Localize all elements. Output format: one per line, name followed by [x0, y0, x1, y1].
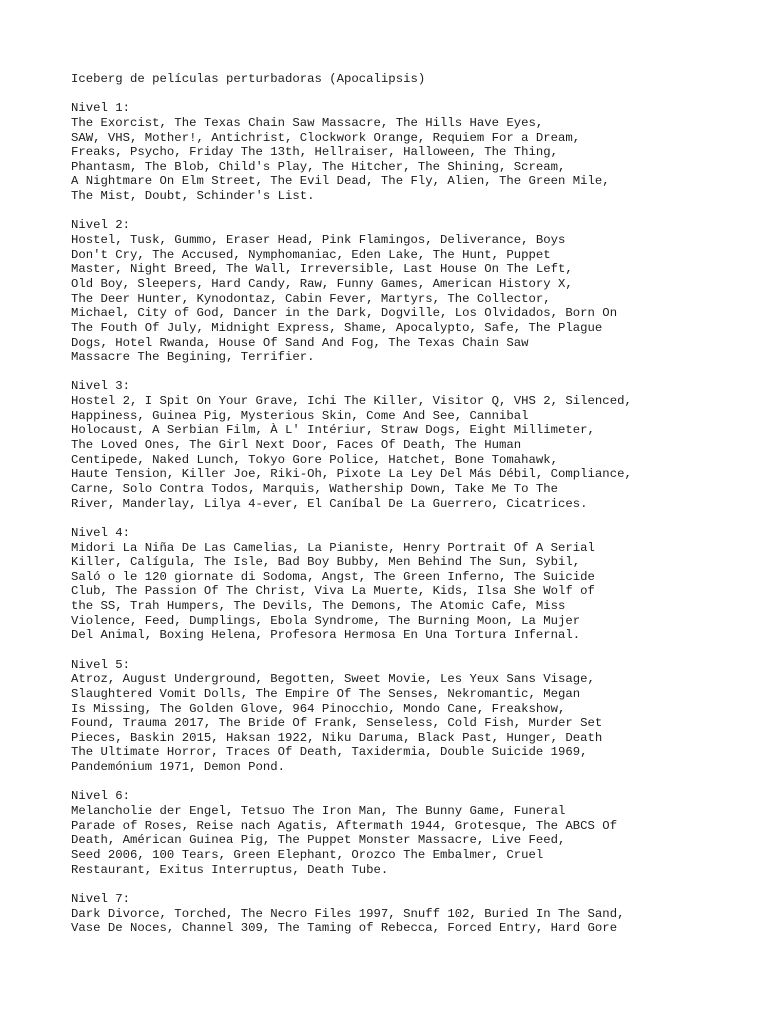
level-heading: Nivel 3: [71, 379, 131, 394]
film-list-line: Death, Américan Guinea Pig, The Puppet Monster Massacre, Live Feed, [71, 833, 566, 848]
film-list-line: Is Missing, The Golden Glove, 964 Pinocchio, Mondo Cane, Freakshow, [71, 701, 566, 716]
film-list-line: Atroz, August Underground, Begotten, Sweet Movie, Les Yeux Sans Visage, [71, 672, 595, 687]
film-list-line: Haute Tension, Killer Joe, Riki-Oh, Pixote La Ley Del Más Débil, Compliance, [71, 467, 632, 482]
film-list-line: Happiness, Guinea Pig, Mysterious Skin, Come And See, Cannibal [71, 408, 529, 423]
level-heading: Nivel 1: [71, 101, 131, 116]
level-section [71, 892, 751, 936]
film-list-line: Dark Divorce, Torched, The Necro Files 1997, Snuff 102, Buried In The Sand, [71, 906, 625, 921]
film-list-line: Slaughtered Vomit Dolls, The Empire Of The Senses, Nekromantic, Megan [71, 686, 581, 701]
film-list-line: Midori La Niña De Las Camelias, La Pianiste, Henry Portrait Of A Serial [71, 540, 595, 555]
level-heading: Nivel 6: [71, 789, 131, 804]
film-list-line: Vase De Noces, Channel 309, The Taming of Rebecca, Forced Entry, Hard Gore [71, 921, 618, 936]
film-list-line: Club, The Passion Of The Christ, Viva La Muerte, Kids, Ilsa She Wolf of [71, 584, 595, 599]
level-heading: Nivel 4: [71, 525, 131, 540]
film-list-line: Pandemónium 1971, Demon Pond. [71, 760, 286, 775]
film-list-line: Dogs, Hotel Rwanda, House Of Sand And Fog, The Texas Chain Saw [71, 335, 529, 350]
level-section [71, 218, 751, 364]
level-section [71, 101, 751, 203]
film-list-line: The Fouth Of July, Midnight Express, Shame, Apocalypto, Safe, The Plague [71, 320, 603, 335]
film-list-line: Hostel, Tusk, Gummo, Eraser Head, Pink Flamingos, Deliverance, Boys [71, 233, 566, 248]
film-list-line: Saló o le 120 giornate di Sodoma, Angst, The Green Inferno, The Suicide [71, 569, 595, 584]
film-list-line: Old Boy, Sleepers, Hard Candy, Raw, Funny Games, American History X, [71, 276, 573, 291]
film-list-line: A Nightmare On Elm Street, The Evil Dead, The Fly, Alien, The Green Mile, [71, 174, 610, 189]
film-list-line: Phantasm, The Blob, Child's Play, The Hitcher, The Shining, Scream, [71, 159, 566, 174]
film-list-line: River, Manderlay, Lilya 4-ever, El Caníbal De La Guerrero, Cicatrices. [71, 496, 588, 511]
film-list-line: Hostel 2, I Spit On Your Grave, Ichi The Killer, Visitor Q, VHS 2, Silenced, [71, 394, 632, 409]
film-list-line: Melancholie der Engel, Tetsuo The Iron Man, The Bunny Game, Funeral [71, 804, 566, 819]
film-list-line: Freaks, Psycho, Friday The 13th, Hellraiser, Halloween, The Thing, [71, 145, 559, 160]
film-list-line: Found, Trauma 2017, The Bride Of Frank, Senseless, Cold Fish, Murder Set [71, 716, 603, 731]
film-list-line: Massacre The Begining, Terrifier. [71, 350, 315, 365]
film-list-line: the SS, Trah Humpers, The Devils, The Demons, The Atomic Cafe, Miss [71, 599, 566, 614]
sections-container [71, 101, 751, 936]
level-section [71, 658, 751, 775]
film-list-line: Centipede, Naked Lunch, Tokyo Gore Police, Hatchet, Bone Tomahawk, [71, 452, 559, 467]
film-list-line: Don't Cry, The Accused, Nymphomaniac, Eden Lake, The Hunt, Puppet [71, 247, 551, 262]
film-list-line: Pieces, Baskin 2015, Haksan 1922, Niku Daruma, Black Past, Hunger, Death [71, 730, 603, 745]
film-list-line: Restaurant, Exitus Interruptus, Death Tube. [71, 862, 389, 877]
document-body [71, 72, 751, 950]
level-section [71, 789, 751, 877]
film-list-line: The Ultimate Horror, Traces Of Death, Taxidermia, Double Suicide 1969, [71, 745, 588, 760]
film-list-line: SAW, VHS, Mother!, Antichrist, Clockwork Orange, Requiem For a Dream, [71, 130, 581, 145]
film-list-line: Michael, City of God, Dancer in the Dark, Dogville, Los Olvidados, Born On [71, 306, 618, 321]
level-heading: Nivel 7: [71, 891, 131, 906]
film-list-line: Master, Night Breed, The Wall, Irreversible, Last House On The Left, [71, 262, 573, 277]
film-list-line: Violence, Feed, Dumplings, Ebola Syndrome, The Burning Moon, La Mujer [71, 613, 581, 628]
level-heading: Nivel 5: [71, 657, 131, 672]
film-list-line: Seed 2006, 100 Tears, Green Elephant, Orozco The Embalmer, Cruel [71, 847, 544, 862]
film-list-line: Del Animal, Boxing Helena, Profesora Hermosa En Una Tortura Infernal. [71, 628, 581, 643]
film-list-line: Carne, Solo Contra Todos, Marquis, Wathership Down, Take Me To The [71, 481, 559, 496]
film-list-line: The Exorcist, The Texas Chain Saw Massacre, The Hills Have Eyes, [71, 115, 544, 130]
level-section [71, 379, 751, 511]
document-title: Iceberg de películas perturbadoras (Apocalipsis) [71, 72, 426, 86]
film-list-line: The Loved Ones, The Girl Next Door, Faces Of Death, The Human [71, 438, 522, 453]
film-list-line: Parade of Roses, Reise nach Agatis, Aftermath 1944, Grotesque, The ABCS Of [71, 818, 618, 833]
film-list-line: Holocaust, A Serbian Film, À L' Intériur, Straw Dogs, Eight Millimeter, [71, 423, 595, 438]
film-list-line: The Mist, Doubt, Schinder's List. [71, 189, 315, 204]
level-section [71, 526, 751, 643]
film-list-line: The Deer Hunter, Kynodontaz, Cabin Fever, Martyrs, The Collector, [71, 291, 551, 306]
film-list-line: Killer, Calígula, The Isle, Bad Boy Bubby, Men Behind The Sun, Sybil, [71, 555, 581, 570]
level-heading: Nivel 2: [71, 218, 131, 233]
